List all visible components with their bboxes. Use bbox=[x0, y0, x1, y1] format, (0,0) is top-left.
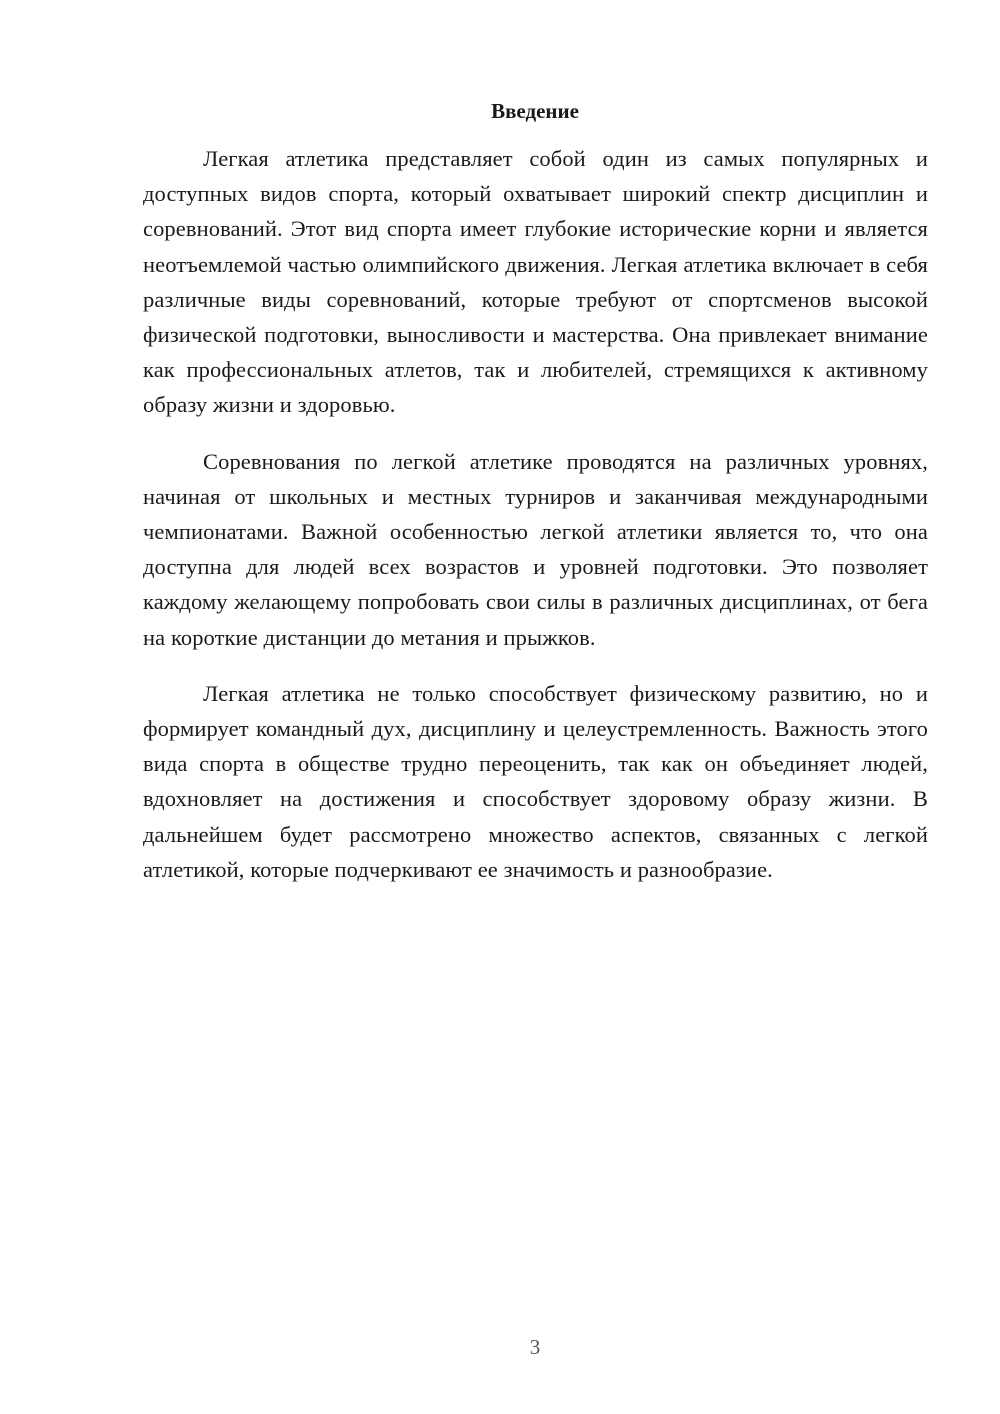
page-title: Введение bbox=[491, 99, 579, 123]
body-text bbox=[143, 141, 928, 908]
page-number: 3 bbox=[529, 1335, 541, 1359]
paragraph-1: Легкая атлетика представляет собой один из самых популярных и доступных видов спорта, который охватывает широкий спектр дисциплин и соревнований. Этот вид спорта имеет глубокие исторические корни и является неотъемлемой частью олимпийского движения. Легкая атлетика включает в себя различные виды соревнований, которые требуют от спортсменов высокой физической подготовки, выносливости и мастерства. Она привлекает внимание как профессиональных атлетов, так и любителей, стремящихся к активному образу жизни и здоровью. bbox=[143, 146, 928, 418]
paragraph-3: Легкая атлетика не только способствует физическому развитию, но и формирует командный дух, дисциплину и целеустремленность. Важность этого вида спорта в обществе трудно переоценить, так как он объединяет людей, вдохновляет на достижения и способствует здоровому образу жизни. В дальнейшем будет рассмотрено множество аспектов, связанных с легкой атлетикой, которые подчеркивают ее значимость и разнообразие. bbox=[143, 680, 928, 882]
paragraph-2: Соревнования по легкой атлетике проводятся на различных уровнях, начиная от школьных и местных турниров и заканчивая международными чемпионатами. Важной особенностью легкой атлетики является то, что она доступна для людей всех возрастов и уровней подготовки. Это позволяет каждому желающему попробовать свои силы в различных дисциплинах, от бега на короткие дистанции до метания и прыжков. bbox=[143, 448, 928, 650]
